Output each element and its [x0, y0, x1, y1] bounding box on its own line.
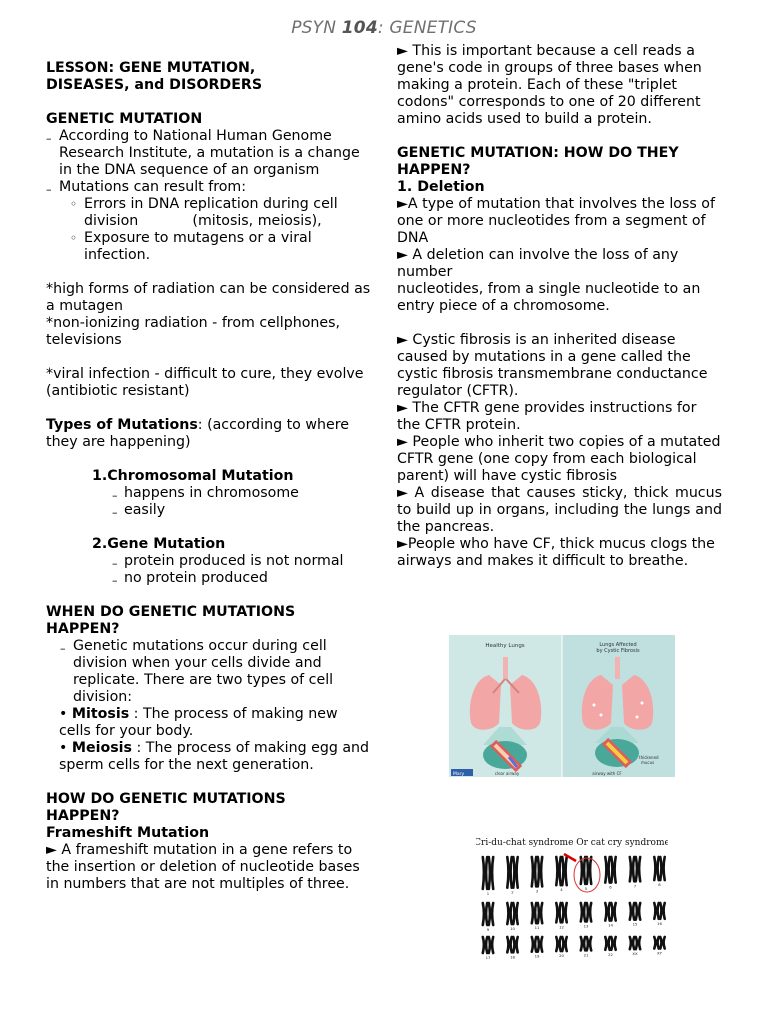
- cystic-fibrosis-text-5: ►People who have CF, thick mucus clogs the airways and makes it difficult to breathe.: [397, 536, 715, 569]
- when-description: – Genetic mutations occur during cell division when your cells divide and replicate. There are two types of cell division:: [46, 638, 371, 706]
- chromosome-pair: [581, 903, 591, 921]
- caption-mucus: mucus: [641, 760, 655, 765]
- chromosome-label: 4: [560, 887, 563, 893]
- chromosome-label: 14: [608, 922, 613, 928]
- caption-thickened: thickened: [639, 755, 659, 760]
- cause-item-mutagens: ◦ Exposure to mutagens or a viral infection.: [46, 230, 371, 264]
- how-they-happen-heading-1: GENETIC MUTATION: HOW DO THEY: [397, 145, 679, 161]
- lesson-title-line-1: LESSON: GENE MUTATION,: [46, 60, 256, 76]
- cri-du-chat-karyotype-figure: [476, 833, 668, 963]
- chromosome-label: 21: [583, 952, 589, 958]
- chromosome-pair: [605, 903, 615, 921]
- chromosome-pair: [507, 857, 517, 888]
- chromosome-label: 5: [584, 885, 588, 891]
- chromosome-label: 1: [486, 891, 490, 896]
- label-affected-line-1: Lungs Affected: [599, 642, 637, 648]
- chromosome-label: 22: [608, 951, 613, 957]
- chromosome-label: XY: [657, 950, 662, 956]
- frameshift-text: ► A frameshift mutation in a gene refers to the insertion or deletion of nucleotide bases in numbers that are not multiples of three.: [46, 842, 360, 892]
- cause-item-replication: ◦ Errors in DNA replication during cell division (mitosis, meiosis),: [46, 196, 371, 230]
- cystic-fibrosis-text-3: ► People who inherit two copies of a mutated CFTR gene (one copy from each biological parent) will have cystic fibrosis: [397, 434, 721, 484]
- chromosomal-item-2: – easily: [46, 502, 371, 519]
- chromosome-pair: [556, 937, 566, 951]
- types-description: : (according to where they are happening): [46, 417, 349, 450]
- chromosome-label: 10: [510, 926, 515, 932]
- when-heading-line-2: HAPPEN?: [46, 621, 120, 637]
- how-they-happen-heading-2: HAPPEN?: [397, 162, 471, 178]
- mitosis-text: : The process of making new cells for your body.: [59, 706, 338, 739]
- chromosome-label: XX: [632, 951, 638, 957]
- chromosome-pair: [605, 857, 615, 883]
- chromosome-label: 15: [632, 921, 638, 927]
- lesson-title-line-2: DISEASES, and DISORDERS: [46, 77, 263, 93]
- chromosome-pair: [605, 937, 615, 950]
- meiosis-text: : The process of making egg and sperm cells for the next generation.: [59, 740, 370, 773]
- caption-cf-airway: airway with CF: [592, 771, 622, 776]
- chromosome-label: 19: [534, 953, 540, 959]
- left-column: [46, 43, 371, 893]
- cystic-fibrosis-lungs-figure: [449, 635, 675, 777]
- chromosome-label: 9: [486, 927, 490, 932]
- chromosome-pair: [532, 857, 542, 886]
- chromosome-label: 17: [485, 955, 491, 960]
- chromosome-pair: [483, 903, 493, 925]
- mutation-definition: – According to National Human Genome Research Institute, a mutation is a change in the DNA sequence of an organism: [46, 128, 371, 179]
- chromosome-label: 7: [633, 883, 637, 889]
- mitosis-item: • Mitosis : The process of making new cells for your body.: [59, 706, 338, 739]
- karyotype-title: Cri-du-chat syndrome Or cat cry syndrome: [476, 838, 668, 848]
- mutation-causes-intro: – Mutations can result from:: [46, 179, 371, 196]
- label-affected-line-2: by Cystic Fibrosis: [596, 648, 640, 654]
- chromosome-pair: [483, 857, 493, 889]
- chromosome-label: 11: [534, 925, 540, 931]
- chromosome-pair: [654, 937, 664, 949]
- deletion-heading: 1. Deletion: [397, 179, 485, 195]
- chromosome-label: 3: [535, 888, 539, 894]
- chromosome-label: 8: [658, 882, 661, 888]
- chromosome-label: 20: [559, 953, 564, 959]
- chromosome-pair: [581, 857, 591, 884]
- how-heading-line-2: HAPPEN?: [46, 808, 120, 824]
- mitosis-label: Mitosis: [71, 706, 130, 722]
- chromosome-pair: [556, 857, 566, 885]
- chromosome-label: 13: [583, 923, 589, 929]
- gene-item-2: – no protein produced: [46, 570, 371, 587]
- right-column: [397, 43, 722, 570]
- frameshift-heading: Frameshift Mutation: [46, 825, 210, 841]
- chromosome-pair: [483, 937, 493, 953]
- lungs-illustration: [449, 635, 675, 777]
- deletion-text-2a: ► A deletion can involve the loss of any number: [397, 247, 679, 280]
- chromosome-pair: [630, 857, 640, 881]
- chromosome-pair: [654, 903, 664, 919]
- chromosome-pair: [630, 903, 640, 920]
- types-of-mutations: [46, 417, 371, 451]
- gene-item-1: – protein produced is not normal: [46, 553, 371, 570]
- karyotype-illustration: [476, 833, 668, 963]
- chromosome-label: 18: [510, 954, 515, 960]
- chromosome-label: 16: [657, 920, 662, 926]
- chromosome-pair: [630, 937, 640, 949]
- chromosome-label: 12: [559, 924, 564, 930]
- cf-airway-detail: [595, 739, 639, 767]
- chromosome-label: 6: [609, 884, 612, 890]
- meiosis-label: Meiosis: [71, 740, 132, 756]
- deletion-text-2b: nucleotides, from a single nucleotide to an entry piece of a chromosome.: [397, 281, 701, 314]
- course-suffix: : GENETICS: [377, 18, 477, 38]
- figure-logo: Mary: [453, 772, 465, 777]
- course-prefix: PSYN: [291, 18, 342, 38]
- chromosome-pair: [532, 903, 542, 923]
- gene-mutation-title: 2.Gene Mutation: [92, 536, 226, 552]
- genetic-mutation-heading: GENETIC MUTATION: [46, 111, 203, 127]
- caption-clear-airway: clear airway: [494, 771, 520, 776]
- chromosome-pair: [556, 903, 566, 922]
- cystic-fibrosis-text-4: ► A disease that causes sticky, thick mucus to build up in organs, including the lungs and the pancreas.: [397, 485, 722, 535]
- chromosomal-item-1: – happens in chromosome: [46, 485, 371, 502]
- page-header: [0, 20, 768, 37]
- note-viral: *viral infection - difficult to cure, they evolve (antibiotic resistant): [46, 366, 364, 399]
- clear-airway-detail: [483, 741, 527, 769]
- cystic-fibrosis-text-1: ► Cystic fibrosis is an inherited disease caused by mutations in a gene called the cystic fibrosis transmembrane conductance regulator (CFTR).: [397, 332, 708, 399]
- note-nonionizing: *non-ionizing radiation - from cellphones, televisions: [46, 315, 341, 348]
- types-label: Types of Mutations: [46, 417, 198, 433]
- deletion-text-1: ►A type of mutation that involves the loss of one or more nucleotides from a segment of DNA: [397, 196, 715, 246]
- label-healthy-lungs: Healthy Lungs: [485, 643, 525, 649]
- course-number: 104: [341, 18, 378, 38]
- note-radiation: *high forms of radiation can be considered as a mutagen: [46, 281, 371, 314]
- chromosome-pair: [581, 937, 591, 950]
- chromosome-label: 2: [511, 889, 514, 895]
- chromosomal-mutation-title: 1.Chromosomal Mutation: [92, 468, 294, 484]
- chromosome-pair: [532, 937, 542, 952]
- chromosome-pair: [507, 937, 517, 952]
- cystic-fibrosis-text-2: ► The CFTR gene provides instructions for the CFTR protein.: [397, 400, 697, 433]
- chromosome-pair: [507, 903, 517, 924]
- chromosome-pair: [654, 857, 664, 880]
- meiosis-item: • Meiosis : The process of making egg and sperm cells for the next generation.: [59, 740, 370, 773]
- how-heading-line-1: HOW DO GENETIC MUTATIONS: [46, 791, 286, 807]
- when-heading-line-1: WHEN DO GENETIC MUTATIONS: [46, 604, 296, 620]
- triplet-codon-text: ► This is important because a cell reads a gene's code in groups of three bases when making a protein. Each of these "triplet codons" corresponds to one of 20 different amino acids used to build a protein.: [397, 43, 702, 127]
